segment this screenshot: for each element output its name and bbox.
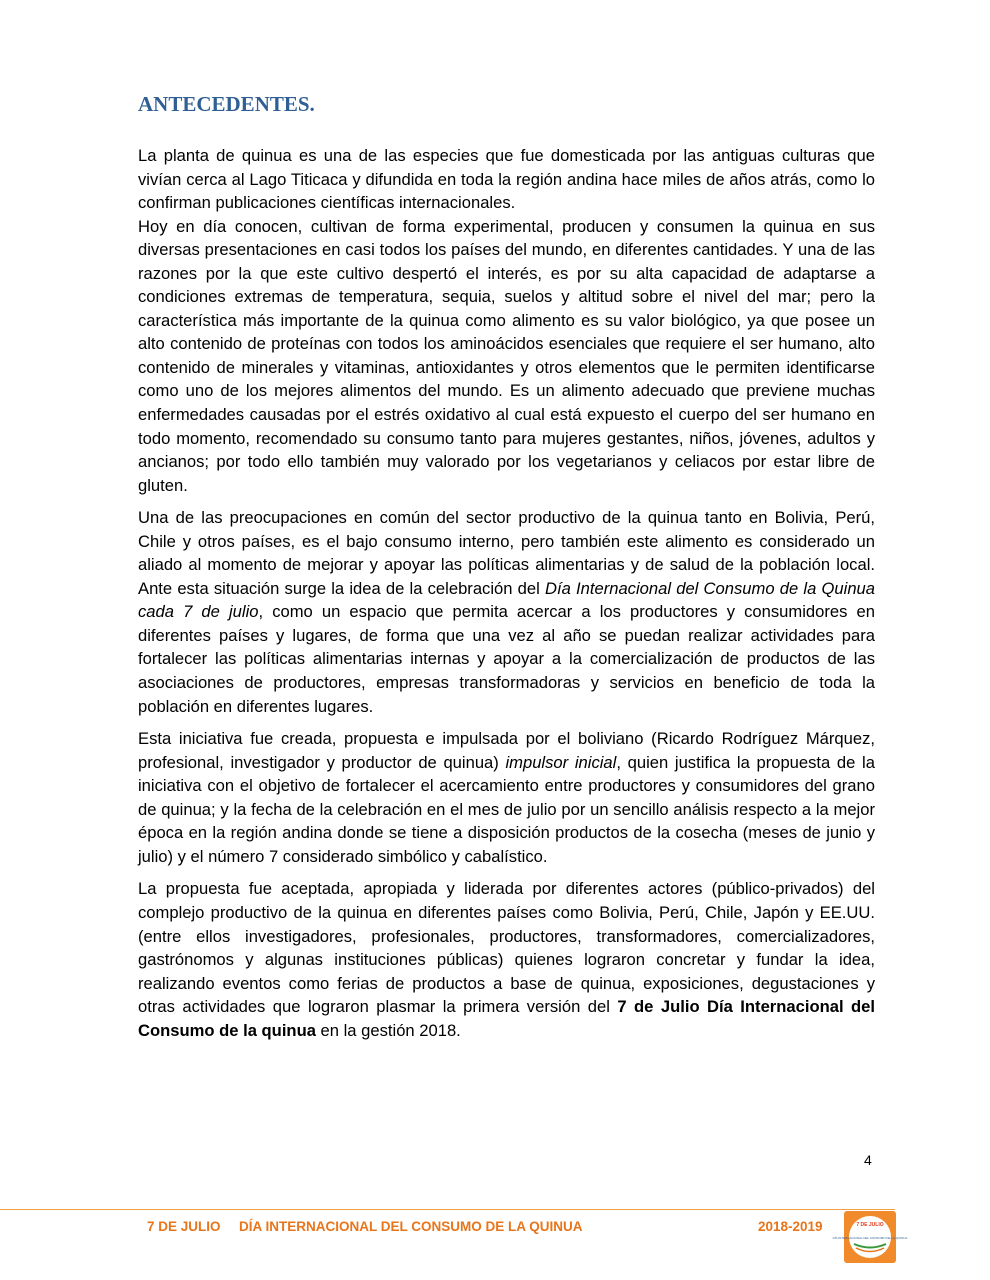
footer-title: DÍA INTERNACIONAL DEL CONSUMO DE LA QUINUA — [239, 1219, 583, 1234]
page-number: 4 — [864, 1152, 872, 1168]
paragraph-origin: La planta de quinua es una de las especies que fue domesticada por las antiguas culturas que vivían cerca al Lago Titicaca y difundida en toda la región andina hace miles de años atrás, como lo confirman publicaciones científicas internacionales. — [138, 146, 875, 213]
svg-text:DÍA INTERNACIONAL DEL CONSUMO — [833, 1236, 908, 1240]
footer-date: 7 DE JULIO — [147, 1219, 221, 1234]
bold-text: 7 de Julio Día Internacional del Consumo de la quinua — [138, 997, 875, 1040]
paragraph-text: en la gestión 2018. — [315, 1020, 461, 1040]
logo-date-text: 7 DE JULIO — [856, 1222, 884, 1228]
paragraph-adoption — [138, 877, 875, 1042]
paragraph-text: Esta iniciativa fue creada, propuesta e impulsada por el boliviano (Ricardo Rodríguez Márquez, profesional, investigador y productor de quinua) — [138, 729, 875, 772]
emphasis-text: Día Internacional del Consumo de la Quinua cada 7 de julio — [138, 578, 875, 622]
paragraph-text: Una de las preocupaciones en común del sector productivo de la quinua tanto en Bolivia, Perú, Chile y otros países, es el bajo consumo interno, pero también este alimento es considerado un aliado al momento de mejorar y apoyar las políticas alimentarias y de salud de la población local. Ante esta situación surge la idea de la celebración del — [138, 508, 875, 598]
logo-title-text: DÍA INTERNACIONAL DEL CONSUMO DE LA QUINUA — [832, 1236, 908, 1240]
paragraph-text: La propuesta fue aceptada, apropiada y liderada por diferentes actores (público-privados) del complejo productivo de la quinua en diferentes países como Bolivia, Perú, Chile, Japón y EE.UU. (entre ellos investigadores, profesionales, productores, transformadores, comercializadores, gastrónomos y algunas instituciones públicas) quienes lograron concretar y fundar la idea, realizando eventos como ferias de productos a base de quinua, exposiciones, degustaciones y otras actividades que lograron plasmar la primera versión del — [138, 879, 875, 1017]
footer-divider — [0, 1209, 895, 1210]
body-text — [138, 144, 875, 1051]
paragraph-text: , quien justifica la propuesta de la iniciativa con el objetivo de fortalecer el acercamiento entre productores y consumidores del grano de quinua; y la fecha de la celebración en el mes de julio por un sencillo análisis respecto a la mejor época en la región andina donde se tiene a disposición productos de la cosecha (meses de junio y julio) y el número 7 considerado simbólico y cabalístico. — [138, 752, 875, 866]
page-title: ANTECEDENTES. — [138, 92, 315, 116]
paragraph-initiative — [138, 727, 875, 868]
paragraph-properties: Hoy en día conocen, cultivan de forma experimental, producen y consumen la quinua en sus diversas presentaciones en casi todos los países del mundo, en diferentes cantidades. Y una de las razones por la que este cultivo despertó el interés, es por su alta capacidad de adaptarse a condiciones extremas de temperatura, sequia, suelos y altitud sobre el nivel del mar; pero la característica más importante de la quinua como alimento es su valor biológico, ya que posee un alto contenido de proteínas con todos los aminoácidos esenciales que requiere el ser humano, alto contenido de minerales y vitaminas, antioxidantes y otros elementos que le permiten identificarse como uno de los mejores alimentos del mundo. Es un alimento adecuado que previene muchas enfermedades causadas por el estrés oxidativo al cual está expuesto el cuerpo del ser humano en todo momento, recomendado su consumo tanto para mujeres gestantes, niños, jóvenes, adultos y ancianos; por todo ello también muy valorado por los vegetarianos y celiacos por estar libre de gluten. — [138, 216, 875, 495]
emphasis-text: impulsor inicial — [505, 752, 617, 772]
event-logo — [832, 1211, 908, 1263]
footer-years: 2018-2019 — [758, 1219, 823, 1234]
paragraph-text: , como un espacio que permita acercar a los productores y consumidores en diferentes países y lugares, de forma que una vez al año se puedan realizar actividades para fortalecer las políticas alimentarias internas y apoyar a la comercialización de productos de las asociaciones de productores, empresas transformadoras y servicios en beneficio de toda la población en diferentes lugares. — [138, 602, 875, 716]
paragraph-concern — [138, 506, 875, 718]
